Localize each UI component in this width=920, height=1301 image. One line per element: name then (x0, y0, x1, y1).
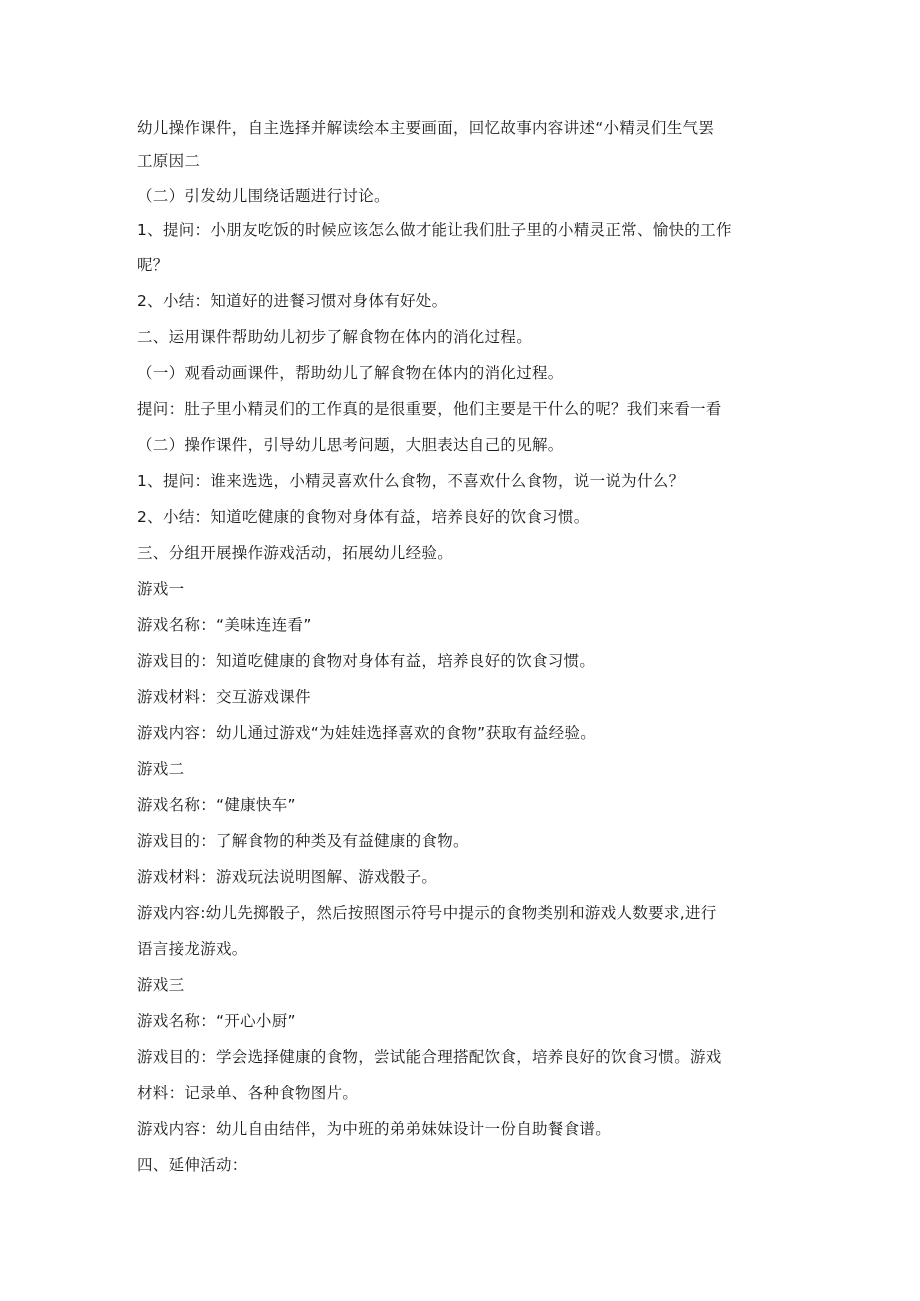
text-line: 游戏名称：“开心小厨” (137, 1012, 296, 1030)
section-heading: 二、运用课件帮助幼儿初步了解食物在体内的消化过程。 (137, 328, 533, 346)
text-line: 游戏名称：“健康快车” (137, 796, 296, 814)
document-body (137, 112, 777, 1183)
text-line: 2、小结：知道好的进餐习惯对身体有好处。 (137, 292, 448, 310)
text-line: 提问：肚子里小精灵们的工作真的是很重要，他们主要是干什么的呢？我们来看一看 (137, 400, 722, 418)
game-heading: 游戏三 (137, 976, 185, 994)
text-line: 游戏名称：“美味连连看” (137, 616, 312, 634)
text-line: 游戏内容:幼儿先掷骰子，然后按照图示符号中提示的食物类别和游戏人数要求,进行 (137, 904, 717, 922)
text-line: 游戏内容：幼儿自由结伴，为中班的弟弟妹妹设计一份自助餐食谱。 (137, 1120, 612, 1138)
section-heading: 四、延伸活动： (137, 1156, 248, 1174)
text-line: 游戏目的：学会选择健康的食物，尝试能合理搭配饮食，培养良好的饮食习惯。游戏 (137, 1048, 722, 1066)
text-line: 幼儿操作课件，自主选择并解读绘本主要画面，回忆故事内容讲述“小精灵们生气罢 (137, 119, 715, 137)
text-line: 1、提问：谁来选选，小精灵喜欢什么食物，不喜欢什么食物，说一说为什么？ (137, 472, 685, 490)
text-line: 游戏材料：交互游戏课件 (137, 688, 311, 706)
text-line: 工原因二 (137, 152, 201, 170)
text-line: 呢？ (137, 256, 169, 274)
text-line: 语言接龙游戏。 (137, 940, 248, 958)
section-heading: （二）引发幼儿围绕话题进行讨论。 (137, 187, 390, 205)
game-heading: 游戏一 (137, 580, 185, 598)
text-line: 2、小结：知道吃健康的食物对身体有益，培养良好的饮食习惯。 (137, 508, 590, 526)
text-line: 游戏目的：了解食物的种类及有益健康的食物。 (137, 832, 469, 850)
text-line: 材料：记录单、各种食物图片。 (137, 1084, 359, 1102)
text-line: 1、提问：小朋友吃饭的时候应该怎么做才能让我们肚子里的小精灵正常、愉快的工作 (137, 221, 732, 239)
section-heading: （二）操作课件，引导幼儿思考问题，大胆表达自己的见解。 (137, 436, 564, 454)
text-line: 游戏内容：幼儿通过游戏“为娃娃选择喜欢的食物”获取有益经验。 (137, 724, 597, 742)
text-line: 游戏材料：游戏玩法说明图解、游戏骰子。 (137, 868, 438, 886)
game-heading: 游戏二 (137, 760, 185, 778)
section-heading: 三、分组开展操作游戏活动，拓展幼儿经验。 (137, 544, 454, 562)
text-line: 游戏目的：知道吃健康的食物对身体有益，培养良好的饮食习惯。 (137, 652, 596, 670)
section-heading: （一）观看动画课件，帮助幼儿了解食物在体内的消化过程。 (137, 364, 564, 382)
